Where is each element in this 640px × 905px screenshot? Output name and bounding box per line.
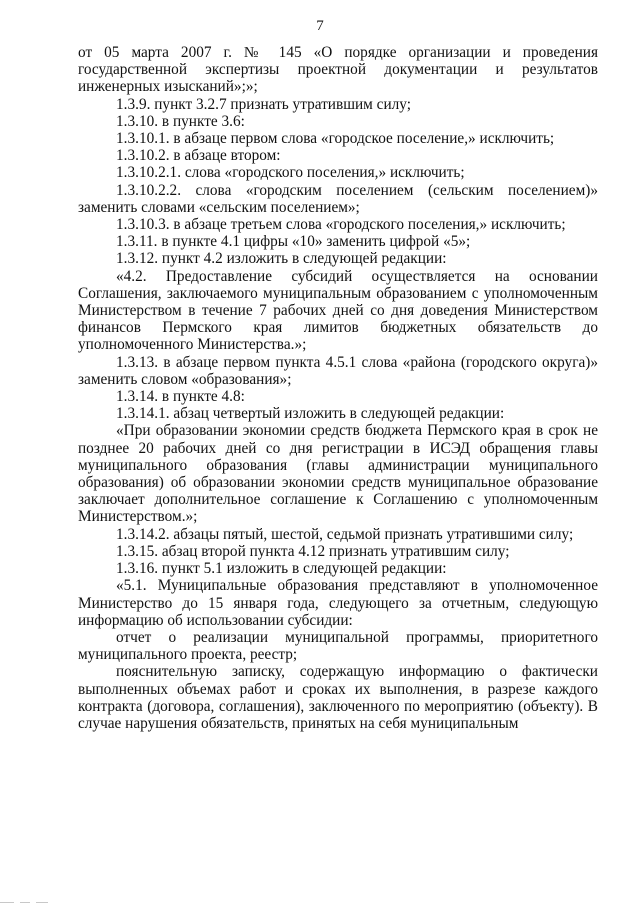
paragraph: «4.2. Предоставление субсидий осуществляется на основании Соглашения, заключаемого муниципальным образованием с уполномоченным Министерством в течение 7 рабочих дней со дня доведения Министерством финансов Пермского края лимитов бюджетных обязательств до уполномоченного Министерства.»; [78, 267, 598, 354]
paragraph: 1.3.10.3. в абзаце третьем слова «городского поселения,» исключить; [116, 216, 566, 234]
paragraph: 1.3.10.2.2. слова «городским поселением (сельским поселением)» заменить словами «сельским поселением»; [78, 181, 598, 216]
paragraph: от 05 марта 2007 г. № 145 «О порядке организации и проведения государственной экспертизы проектной документации и результатов инженерных изысканий»;»; [78, 44, 598, 96]
scan-mark [36, 902, 48, 903]
scan-edge-marks [0, 899, 640, 905]
paragraph: «5.1. Муниципальные образования представляют в уполномоченное Министерство до 15 января года, следующего за отчетным, следующую информацию об использовании субсидии: [78, 577, 598, 629]
paragraph: 1.3.14.1. абзац четвертый изложить в следующей редакции: [116, 405, 505, 423]
paragraph: пояснительную записку, содержащую информацию о фактически выполненных объемах работ и сроках их выполнения, в разрезе каждого контракта (договора, соглашения), заключенного по мероприятию (объекту). В случае нарушения обязательств, принятых на себя муниципальным [78, 663, 598, 732]
paragraph: 1.3.9. пункт 3.2.7 признать утратившим силу; [116, 95, 411, 113]
paragraph: 1.3.16. пункт 5.1 изложить в следующей редакции: [116, 560, 447, 578]
scan-mark [0, 902, 14, 903]
paragraph: отчет о реализации муниципальной программы, приоритетного муниципального проекта, реестр; [78, 628, 598, 664]
paragraph: 1.3.10.2. в абзаце втором: [116, 147, 281, 165]
paragraph: 1.3.15. абзац второй пункта 4.12 признать утратившим силу; [116, 542, 510, 560]
document-body [78, 44, 598, 732]
paragraph: 1.3.10.1. в абзаце первом слова «городское поселение,» исключить; [116, 130, 555, 148]
paragraph: 1.3.14. в пункте 4.8: [116, 388, 245, 406]
paragraph: 1.3.10. в пункте 3.6: [116, 112, 245, 130]
page-number: 7 [316, 18, 324, 34]
paragraph: 1.3.12. пункт 4.2 изложить в следующей редакции: [116, 250, 447, 268]
paragraph: 1.3.10.2.1. слова «городского поселения,» исключить; [116, 164, 465, 182]
paragraph: 1.3.13. в абзаце первом пункта 4.5.1 слова «района (городского округа)» заменить словом «образования»; [78, 353, 598, 388]
scan-mark [20, 902, 30, 903]
paragraph: 1.3.14.2. абзацы пятый, шестой, седьмой признать утратившими силу; [116, 525, 574, 543]
paragraph: 1.3.11. в пункте 4.1 цифры «10» заменить цифрой «5»; [116, 233, 471, 251]
paragraph: «При образовании экономии средств бюджета Пермского края в срок не позднее 20 рабочих дней со дня регистрации в ИСЭД обращения главы муниципального образования (главы администрации муниципального образования) об образовании экономии средств муниципальное образование заключает дополнительное соглашение к Соглашению с уполномоченным Министерством.»; [78, 422, 598, 526]
